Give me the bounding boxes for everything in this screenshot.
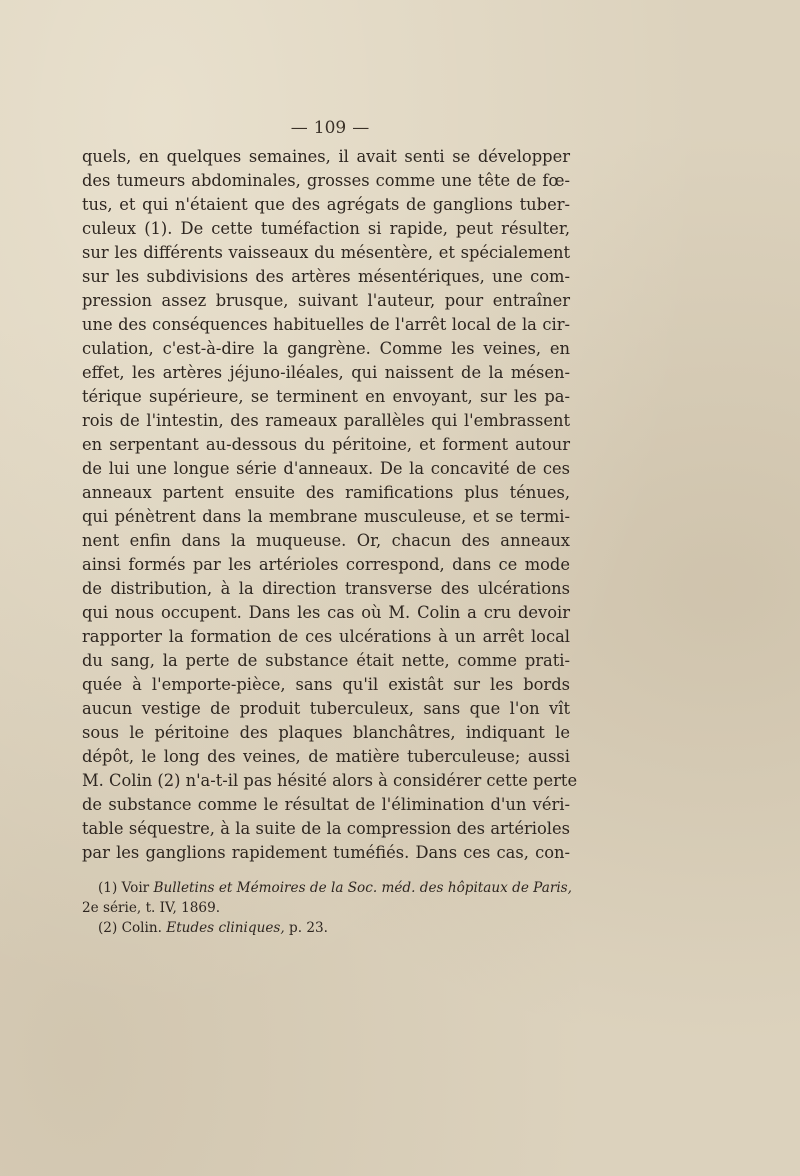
- body-line: pression assez brusque, suivant l'auteur, pour entraîner: [82, 291, 570, 310]
- body-line: de lui une longue série d'anneaux. De la concavité de ces: [82, 459, 570, 478]
- body-line: qui pénètrent dans la membrane musculeuse, et se termi-: [82, 507, 570, 526]
- body-line: quels, en quelques semaines, il avait senti se développer: [82, 147, 570, 166]
- body-line: qui nous occupent. Dans les cas où M. Colin a cru devoir: [82, 603, 570, 622]
- body-line: sous le péritoine des plaques blanchâtres, indiquant le: [82, 723, 570, 742]
- body-line: sur les subdivisions des artères mésentériques, une com-: [82, 267, 570, 286]
- body-line: rois de l'intestin, des rameaux parallèles qui l'embrassent: [82, 411, 570, 430]
- footnote-1: [82, 878, 582, 898]
- page-number-dash-right: —: [352, 118, 370, 138]
- body-line: culeux (1). De cette tuméfaction si rapide, peut résulter,: [82, 219, 570, 238]
- footnote-text: p. 23.: [284, 920, 328, 936]
- body-line: table séquestre, à la suite de la compression des artérioles: [82, 819, 570, 838]
- footnote-citation: Etudes cliniques,: [166, 920, 285, 936]
- body-line: tus, et qui n'étaient que des agrégats de ganglions tuber-: [82, 195, 570, 214]
- page-number-header: [0, 118, 660, 138]
- footnote-2: [82, 918, 582, 938]
- page-number-dash-left: —: [290, 118, 308, 138]
- footnote-text: (1) Voir: [98, 880, 154, 896]
- body-line: nent enfin dans la muqueuse. Or, chacun des anneaux: [82, 531, 570, 550]
- footnote-text: (2) Colin.: [98, 920, 167, 936]
- page-number: 109: [313, 118, 347, 138]
- body-line: rapporter la formation de ces ulcérations à un arrêt local: [82, 627, 570, 646]
- body-line: de substance comme le résultat de l'élimination d'un véri-: [82, 795, 570, 814]
- body-line: M. Colin (2) n'a-t-il pas hésité alors à considérer cette perte: [82, 771, 578, 790]
- body-line: térique supérieure, se terminent en envoyant, sur les pa-: [82, 387, 570, 406]
- body-line: en serpentant au-dessous du péritoine, et forment autour: [82, 435, 570, 454]
- body-line: une des conséquences habituelles de l'arrêt local de la cir-: [82, 315, 570, 334]
- body-line: ainsi formés par les artérioles correspond, dans ce mode: [82, 555, 570, 574]
- body-line: effet, les artères jéjuno-iléales, qui naissent de la mésen-: [82, 363, 570, 382]
- footnote-1-continued: [82, 898, 582, 918]
- body-line: dépôt, le long des veines, de matière tuberculeuse; aussi: [82, 747, 570, 766]
- body-text: [82, 145, 578, 865]
- body-line: sur les différents vaisseaux du mésentère, et spécialement: [82, 243, 570, 262]
- footnotes: [82, 878, 582, 938]
- body-line: anneaux partent ensuite des ramifications plus ténues,: [82, 483, 570, 502]
- body-line: quée à l'emporte-pièce, sans qu'il existât sur les bords: [82, 675, 570, 694]
- body-line: du sang, la perte de substance était nette, comme prati-: [82, 651, 570, 670]
- body-line: culation, c'est-à-dire la gangrène. Comme les veines, en: [82, 339, 570, 358]
- body-line: aucun vestige de produit tuberculeux, sans que l'on vît: [82, 699, 570, 718]
- body-line: par les ganglions rapidement tuméfiés. Dans ces cas, con-: [82, 843, 570, 862]
- footnote-text: 2e série, t. IV, 1869.: [82, 900, 221, 916]
- body-line: de distribution, à la direction transverse des ulcérations: [82, 579, 570, 598]
- body-line: des tumeurs abdominales, grosses comme une tête de fœ-: [82, 171, 570, 190]
- footnote-citation: Bulletins et Mémoires de la Soc. méd. des hôpitaux de Paris,: [153, 880, 572, 896]
